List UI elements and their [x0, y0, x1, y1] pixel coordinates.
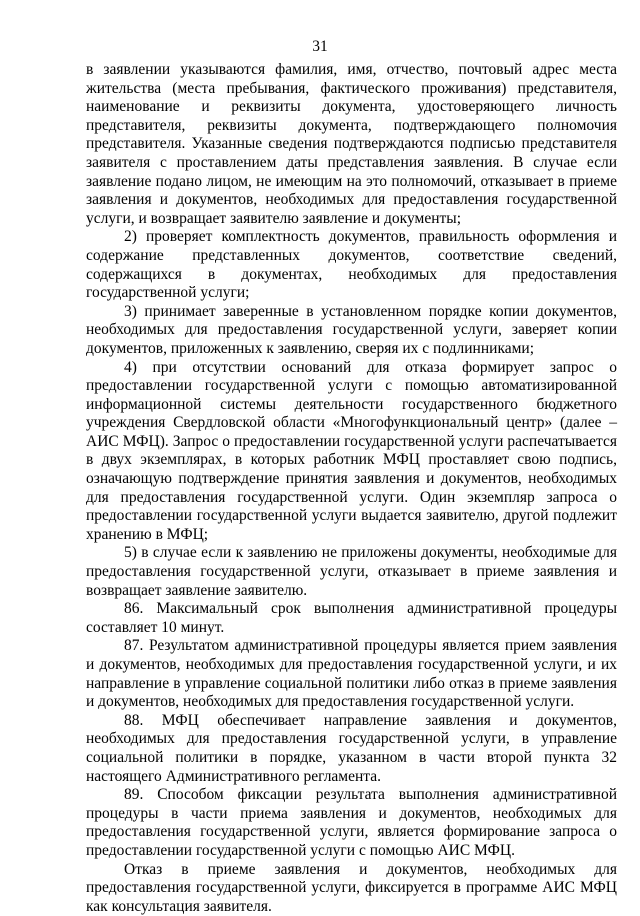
- paragraph-item-4-form-request: 4) при отсутствии оснований для отказа формирует запрос о предоставлении государственной услуги с помощью автоматизированной информационной системы деятельности государственного бюджетного учреждения Свердловской области «Многофункциональный центр» (далее – АИС МФЦ). Запрос о предоставлении государственной услуги распечатывается в двух экземплярах, в которых работник МФЦ проставляет свою подпись, означающую подтверждение принятия заявления и документов, необходимых для предоставления государственной услуги. Один экземпляр запроса о предоставлении государственной услуги выдается заявителю, другой подлежит хранению в МФЦ;: [86, 358, 617, 543]
- paragraph-representative-details: в заявлении указываются фамилия, имя, отчество, почтовый адрес места жительства (места пребывания, фактического проживания) представителя, наименование и реквизиты документа, удостоверяющего личность представителя, реквизиты документа, подтверждающего полномочия представителя. Указанные сведения подтверждаются подписью представителя заявителя с проставлением даты представления заявления. В случае если заявление подано лицом, не имеющим на это полномочий, отказывает в приеме заявления и документов, необходимых для предоставления государственной услуги, и возвращает заявителю заявление и документы;: [86, 61, 617, 227]
- paragraph-item-5-refusal: 5) в случае если к заявлению не приложены документы, необходимые для предоставления государственной услуги, отказывает в приеме заявления и возвращает заявление заявителю.: [86, 544, 617, 599]
- paragraph-89-fixation: 89. Способом фиксации результата выполнения административной процедуры в части приема заявления и документов, необходимых для предоставления государственной услуги, является формирование запроса о предоставлении государственной услуги с помощью АИС МФЦ.: [86, 786, 617, 859]
- paragraph-88-forwarding: 88. МФЦ обеспечивает направление заявления и документов, необходимых для предоставления государственной услуги, в управление социальной политики в порядке, указанном в части второй пункта 32 настоящего Административного регламента.: [86, 711, 617, 785]
- paragraph-item-2-check-completeness: 2) проверяет комплектность документов, правильность оформления и содержание представленных документов, соответствие сведений, содержащихся в документах, необходимых для предоставления государственной услуги;: [86, 228, 617, 302]
- paragraph-86-max-time: 86. Максимальный срок выполнения административной процедуры составляет 10 минут.: [86, 600, 617, 636]
- paragraph-87-result: 87. Результатом административной процедуры является прием заявления и документов, необходимых для предоставления государственной услуги, и их направление в управление социальной политики либо отказ в приеме заявления и документов, необходимых для предоставления государственной услуги.: [86, 637, 617, 711]
- paragraph-item-3-certify-copies: 3) принимает заверенные в установленном порядке копии документов, необходимых для предоставления государственной услуги, заверяет копии документов, приложенных к заявлению, сверяя их с подлинниками;: [86, 302, 617, 357]
- paragraph-refusal-recorded: Отказ в приеме заявления и документов, необходимых для предоставления государственной услуги, фиксируется в программе АИС МФЦ как консультация заявителя.: [86, 860, 617, 915]
- document-body: [86, 61, 617, 916]
- page-number: 31: [312, 38, 328, 55]
